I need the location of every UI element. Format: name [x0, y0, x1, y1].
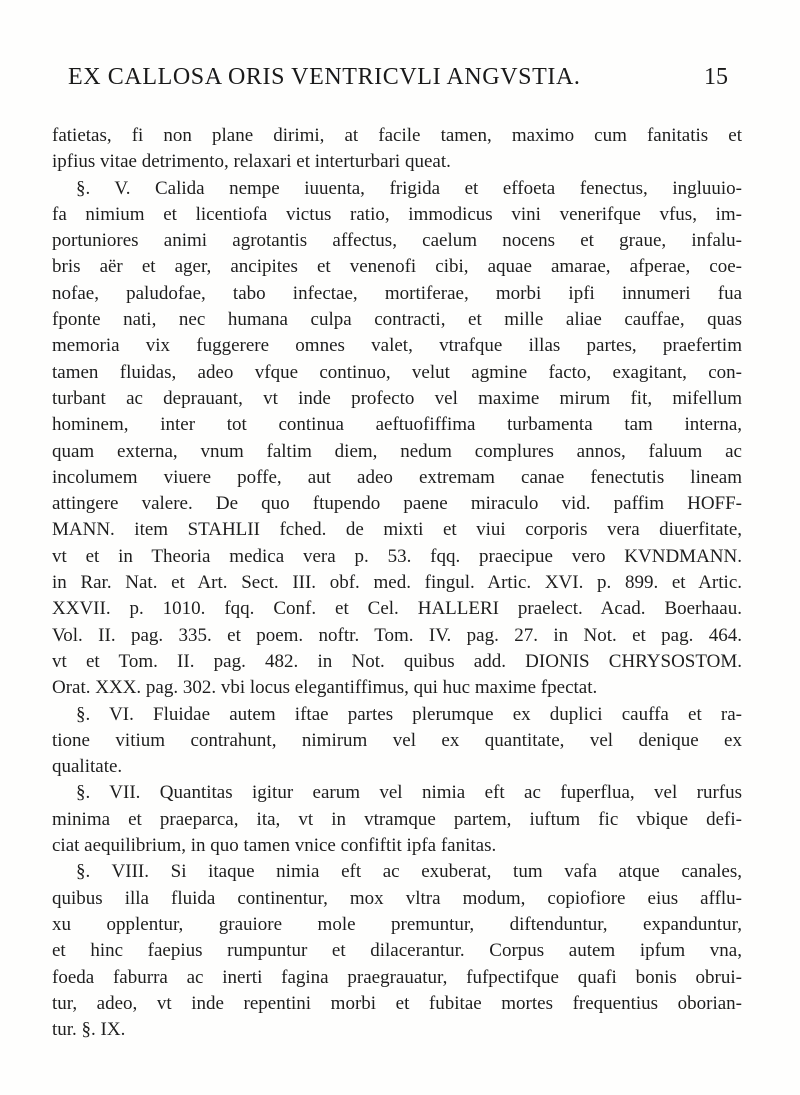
text-line: fponte nati, nec humana culpa contracti, et mille aliae cauffae, quas	[52, 309, 742, 331]
text-line: tione vitium contrahunt, nimirum vel ex quantitate, vel denique ex	[52, 729, 742, 751]
text-line: portuniores animi agrotantis affectus, caelum nocens et graue, infalu-	[52, 230, 742, 252]
text-line: quibus illa fluida continentur, mox vltra modum, copiofiore eius afflu-	[52, 887, 742, 909]
running-title: EX CALLOSA ORIS VENTRICVLI ANGVSTIA.	[68, 64, 581, 90]
text-line: minima et praeparca, ita, vt in vtramque partem, iuftum fic vbique defi-	[52, 808, 742, 830]
text-line: memoria vix fuggerere omnes valet, vtrafque illas partes, praefertim	[52, 335, 742, 357]
running-head	[68, 64, 728, 104]
paragraph-start-line: §. VI. Fluidae autem iftae partes plerumque ex duplici cauffa et ra-	[76, 703, 742, 725]
text-line: tamen fluidas, adeo vfque continuo, velut agmine facto, exagitant, con-	[52, 361, 742, 383]
paragraph-start-line: §. VIII. Si itaque nimia eft ac exuberat, tum vafa atque canales,	[76, 861, 742, 883]
text-line: Orat. XXX. pag. 302. vbi locus elegantiffimus, qui huc maxime fpectat.	[52, 677, 598, 699]
catchword-line: tur. §. IX.	[52, 1019, 126, 1041]
text-line: vt et in Theoria medica vera p. 53. fqq. praecipue vero KVNDMANN.	[52, 545, 742, 567]
text-line: qualitate.	[52, 756, 123, 778]
text-line: MANN. item STAHLII fched. de mixti et viui corporis vera diuerfitate,	[52, 519, 742, 541]
text-line: in Rar. Nat. et Art. Sect. III. obf. med. fingul. Artic. XVI. p. 899. et Artic.	[52, 572, 742, 594]
text-line: hominem, inter tot continua aeftuofiffima turbamenta tam interna,	[52, 414, 742, 436]
paragraph-start-line: §. V. Calida nempe iuuenta, frigida et effoeta fenectus, ingluuio-	[76, 177, 742, 199]
text-line: fa nimium et licentiofa victus ratio, immodicus vini venerifque vfus, im-	[52, 203, 742, 225]
paragraph-start-line: §. VII. Quantitas igitur earum vel nimia eft ac fuperflua, vel rurfus	[76, 782, 742, 804]
body-text	[52, 123, 742, 1043]
text-line: bris aër et ager, ancipites et venenofi cibi, aquae amarae, afperae, coe-	[52, 256, 742, 278]
text-line: incolumem viuere poffe, aut adeo extremam canae fenectutis lineam	[52, 466, 742, 488]
text-line: Vol. II. pag. 335. et poem. noftr. Tom. IV. pag. 27. in Not. et pag. 464.	[52, 624, 742, 646]
text-line: XXVII. p. 1010. fqq. Conf. et Cel. HALLERI praelect. Acad. Boerhaau.	[52, 598, 742, 620]
page-number: 15	[704, 64, 728, 90]
text-line: vt et Tom. II. pag. 482. in Not. quibus add. DIONIS CHRYSOSTOM.	[52, 650, 742, 672]
text-line: ipfius vitae detrimento, relaxari et interturbari queat.	[52, 151, 451, 173]
text-line: nofae, paludofae, tabo infectae, mortiferae, morbi ipfi innumeri fua	[52, 282, 742, 304]
text-line: tur, adeo, vt inde repentini morbi et fubitae mortes frequentius oborian-	[52, 992, 742, 1014]
text-line: xu opplentur, grauiore mole premuntur, diftenduntur, expanduntur,	[52, 913, 742, 935]
text-line: et hinc faepius rumpuntur et dilacerantur. Corpus autem ipfum vna,	[52, 940, 742, 962]
text-line: quam externa, vnum faltim diem, nedum complures annos, faluum ac	[52, 440, 742, 462]
text-line: fatietas, fi non plane dirimi, at facile tamen, maximo cum fanitatis et	[52, 125, 742, 146]
text-line: ciat aequilibrium, in quo tamen vnice confiftit ipfa fanitas.	[52, 835, 497, 857]
text-line: foeda faburra ac inerti fagina praegrauatur, fufpectifque quafi bonis obrui-	[52, 966, 742, 988]
text-line: turbant ac deprauant, vt inde profecto vel maxime mirum fit, mifellum	[52, 387, 742, 409]
text-line: attingere valere. De quo ftupendo paene miraculo vid. paffim HOFF-	[52, 493, 742, 515]
